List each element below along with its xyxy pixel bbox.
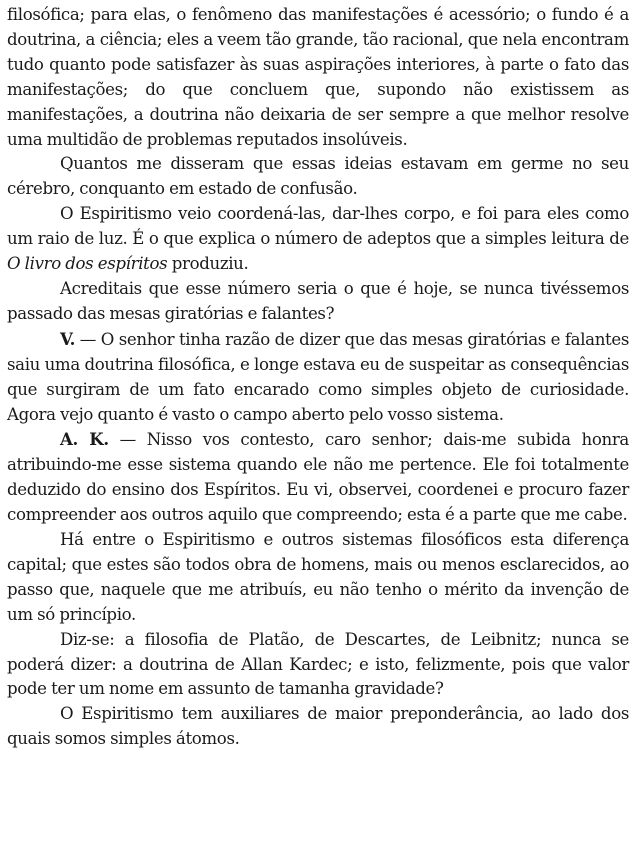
paragraph-1 (7, 3, 629, 152)
speaker-label: A. K. (60, 429, 109, 450)
book-title: O livro dos espíritos (7, 254, 168, 274)
paragraph-6 (7, 427, 629, 528)
paragraph-5 (7, 327, 629, 428)
paragraph-2-text: Quantos me disseram que essas ideias estavam em germe no seu cérebro, conquanto em estado de confusão. (7, 154, 629, 199)
paragraph-2 (7, 152, 629, 202)
paragraph-3-text-after: produziu. (167, 254, 249, 274)
speaker-label: V. (60, 328, 76, 349)
paragraph-3-text-before: O Espiritismo veio coordená-las, dar-lhes corpo, e foi para eles como um raio de luz. É o que explica o número de adeptos que a simples leitura de (7, 204, 629, 249)
paragraph-7-text: Há entre o Espiritismo e outros sistemas filosóficos esta diferença capital; que estes são todos obra de homens, mais ou menos esclarecidos, ao passo que, naquele que me atribuís, eu não tenho o mérito da invenção de um só princípio. (7, 530, 629, 624)
paragraph-4-text: Acreditais que esse número seria o que é hoje, se nunca tivéssemos passado das mesas giratórias e falantes? (7, 278, 629, 323)
paragraph-5-text: — O senhor tinha razão de dizer que das mesas giratórias e falantes saiu uma doutrina filosófica, e longe estava eu de suspeitar as consequências que surgiram de um fato encarado como simples objeto de curiosidade. Agora vejo quanto é vasto o campo aberto pelo vosso sistema. (7, 329, 629, 424)
paragraph-4 (7, 277, 629, 327)
paragraph-6-text: — Nisso vos contesto, caro senhor; dais-me subida honra atribuindo-me esse sistema quando ele não me pertence. Ele foi totalmente deduzido do ensino dos Espíritos. Eu vi, observei, coordenei e procuro fazer compreender aos outros aquilo que compreendo; esta é a parte que me cabe. (7, 430, 629, 525)
paragraph-8-text: Diz-se: a filosofia de Platão, de Descartes, de Leibnitz; nunca se poderá dizer: a doutrina de Allan Kardec; e isto, felizmente, pois que valor pode ter um nome em assunto de tamanha gravidade? (7, 629, 629, 699)
paragraph-8 (7, 628, 629, 703)
paragraph-1-text: filosófica; para elas, o fenômeno das manifestações é acessório; o fundo é a doutrina, a ciência; eles a veem tão grande, tão racional, que nela encontram tudo quanto pode satisfazer às suas aspirações interiores, à parte o fato das manifestações; do que concluem que, supondo não existissem as manifestações, a doutrina não deixaria de ser sempre a que melhor resolve uma multidão de problemas reputados insolúveis. (7, 5, 629, 149)
paragraph-9-text: O Espiritismo tem auxiliares de maior preponderância, ao lado dos quais somos simples átomos. (7, 704, 629, 749)
paragraph-7 (7, 528, 629, 628)
paragraph-9 (7, 702, 629, 752)
paragraph-3 (7, 202, 629, 277)
